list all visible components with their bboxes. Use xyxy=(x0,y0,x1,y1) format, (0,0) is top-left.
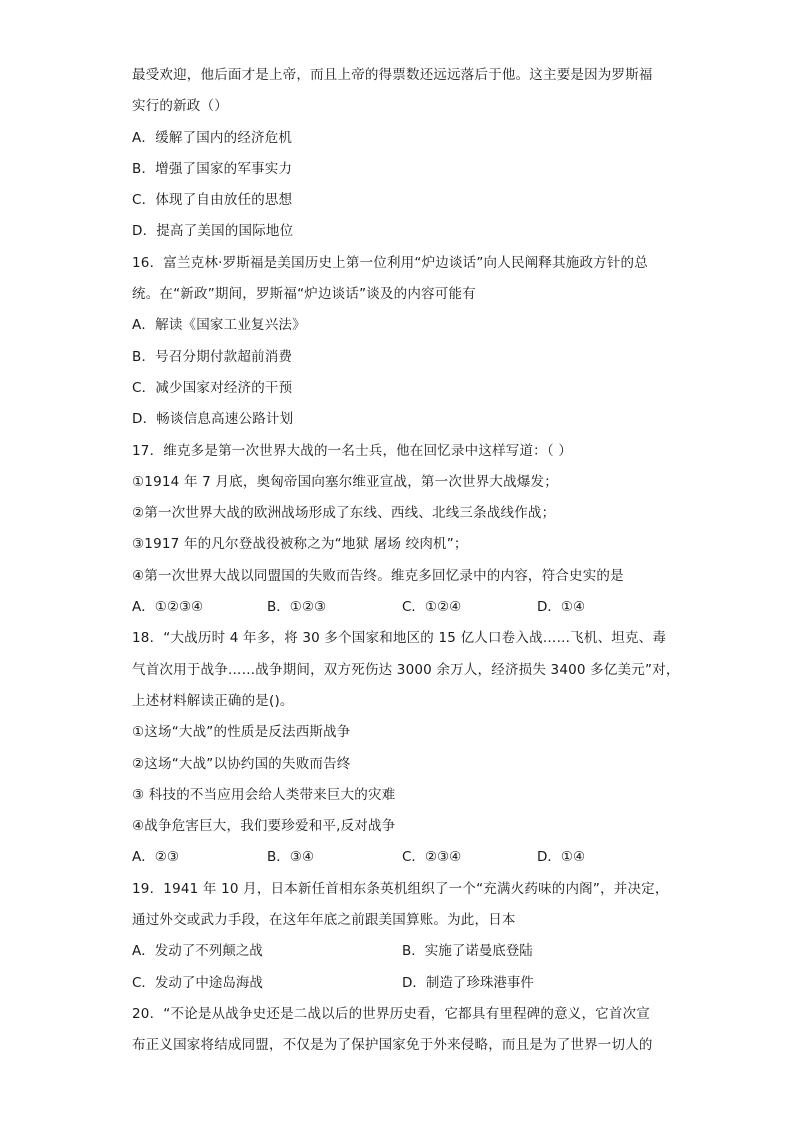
q17-item-3: ③1917 年的凡尔登战役被称之为“地狱 屠场 绞肉机”； xyxy=(132,536,468,553)
q19-option-b: B．实施了诺曼底登陆 xyxy=(402,943,533,960)
q15-option-b: B．增强了国家的军事实力 xyxy=(132,160,293,177)
q18-stem-line2: 气首次用于战争……战争期间，双方死伤达 3000 余万人，经济损失 3400 多亿美元”对， xyxy=(132,661,680,678)
q19-option-a: A．发动了不列颠之战 xyxy=(132,943,263,960)
q16-stem-line2: 统。在“新政”期间，罗斯福“炉边谈话”谈及的内容可能有 xyxy=(132,286,476,303)
q17-item-2: ②第一次世界大战的欧洲战场形成了东线、西线、北线三条战线作战； xyxy=(132,505,556,522)
q17-option-c: C．①②④ xyxy=(402,599,462,616)
q15-option-c: C．体现了自由放任的思想 xyxy=(132,192,293,209)
q15-stem-line2: 实行的新政（） xyxy=(132,98,228,115)
q18-option-b: B．③④ xyxy=(267,849,314,866)
q19-options-row-2 xyxy=(132,968,672,999)
q18-item-1: ①这场“大战”的性质是反法西斯战争 xyxy=(132,724,351,741)
q19-option-d: D．制造了珍珠港事件 xyxy=(402,974,534,991)
q18-options-row xyxy=(132,842,672,873)
q19-options-row-1 xyxy=(132,936,672,967)
q16-option-d: D．畅谈信息高速公路计划 xyxy=(132,411,294,428)
q19-stem-line2: 通过外交或武力手段，在这年年底之前跟美国算账。为此，日本 xyxy=(132,912,516,929)
q16-stem-line1: 16．富兰克林·罗斯福是美国历史上第一位利用“炉边谈话”向人民阐释其施政方针的总 xyxy=(132,254,648,271)
q17-options-row xyxy=(132,592,672,623)
q17-item-4: ④第一次世界大战以同盟国的失败而告终。维克多回忆录中的内容，符合史实的是 xyxy=(132,567,624,584)
q18-item-2: ②这场“大战”以协约国的失败而告终 xyxy=(132,755,351,772)
q18-option-a: A．②③ xyxy=(132,849,179,866)
q17-item-1: ①1914 年 7 月底，奥匈帝国向塞尔维亚宣战，第一次世界大战爆发； xyxy=(132,473,558,490)
q15-option-a: A．缓解了国内的经济危机 xyxy=(132,129,293,146)
q17-option-a: A．①②③④ xyxy=(132,599,204,616)
q16-option-a: A．解读《国家工业复兴法》 xyxy=(132,317,306,334)
q17-option-d: D．①④ xyxy=(537,599,586,616)
q18-stem-line1: 18．“大战历时 4 年多，将 30 多个国家和地区的 15 亿人口卷入战……飞机、坦克、毒 xyxy=(132,630,667,647)
q19-option-c: C．发动了中途岛海战 xyxy=(132,974,263,991)
q18-option-c: C．②③④ xyxy=(402,849,462,866)
q16-option-c: C．减少国家对经济的干预 xyxy=(132,379,293,396)
exam-page xyxy=(132,60,680,1062)
q18-stem-line3: 上述材料解读正确的是()。 xyxy=(132,692,294,709)
q18-option-d: D．①④ xyxy=(537,849,586,866)
q18-item-3: ③ 科技的不当应用会给人类带来巨大的灾难 xyxy=(132,786,396,803)
q17-stem: 17．维克多是第一次世界大战的一名士兵，他在回忆录中这样写道：（ ） xyxy=(132,442,573,459)
q15-stem-line1: 最受欢迎，他后面才是上帝，而且上帝的得票数还远远落后于他。这主要是因为罗斯福 xyxy=(132,67,653,83)
q15-option-d: D．提高了美国的国际地位 xyxy=(132,223,294,240)
q16-option-b: B．号召分期付款超前消费 xyxy=(132,348,293,365)
q17-option-b: B．①②③ xyxy=(267,599,327,616)
q19-stem-line1: 19．1941 年 10 月，日本新任首相东条英机组织了一个“充满火药味的内阁”，并决定， xyxy=(132,880,669,897)
q18-item-4: ④战争危害巨大，我们要珍爱和平,反对战争 xyxy=(132,818,396,835)
q20-stem-line1: 20．“不论是从战争史还是二战以后的世界历史看，它都具有里程碑的意义，它首次宣 xyxy=(132,1005,650,1022)
q20-stem-line2: 布正义国家将结成同盟，不仅是为了保护国家免于外来侵略，而且是为了世界一切人的 xyxy=(132,1037,653,1054)
